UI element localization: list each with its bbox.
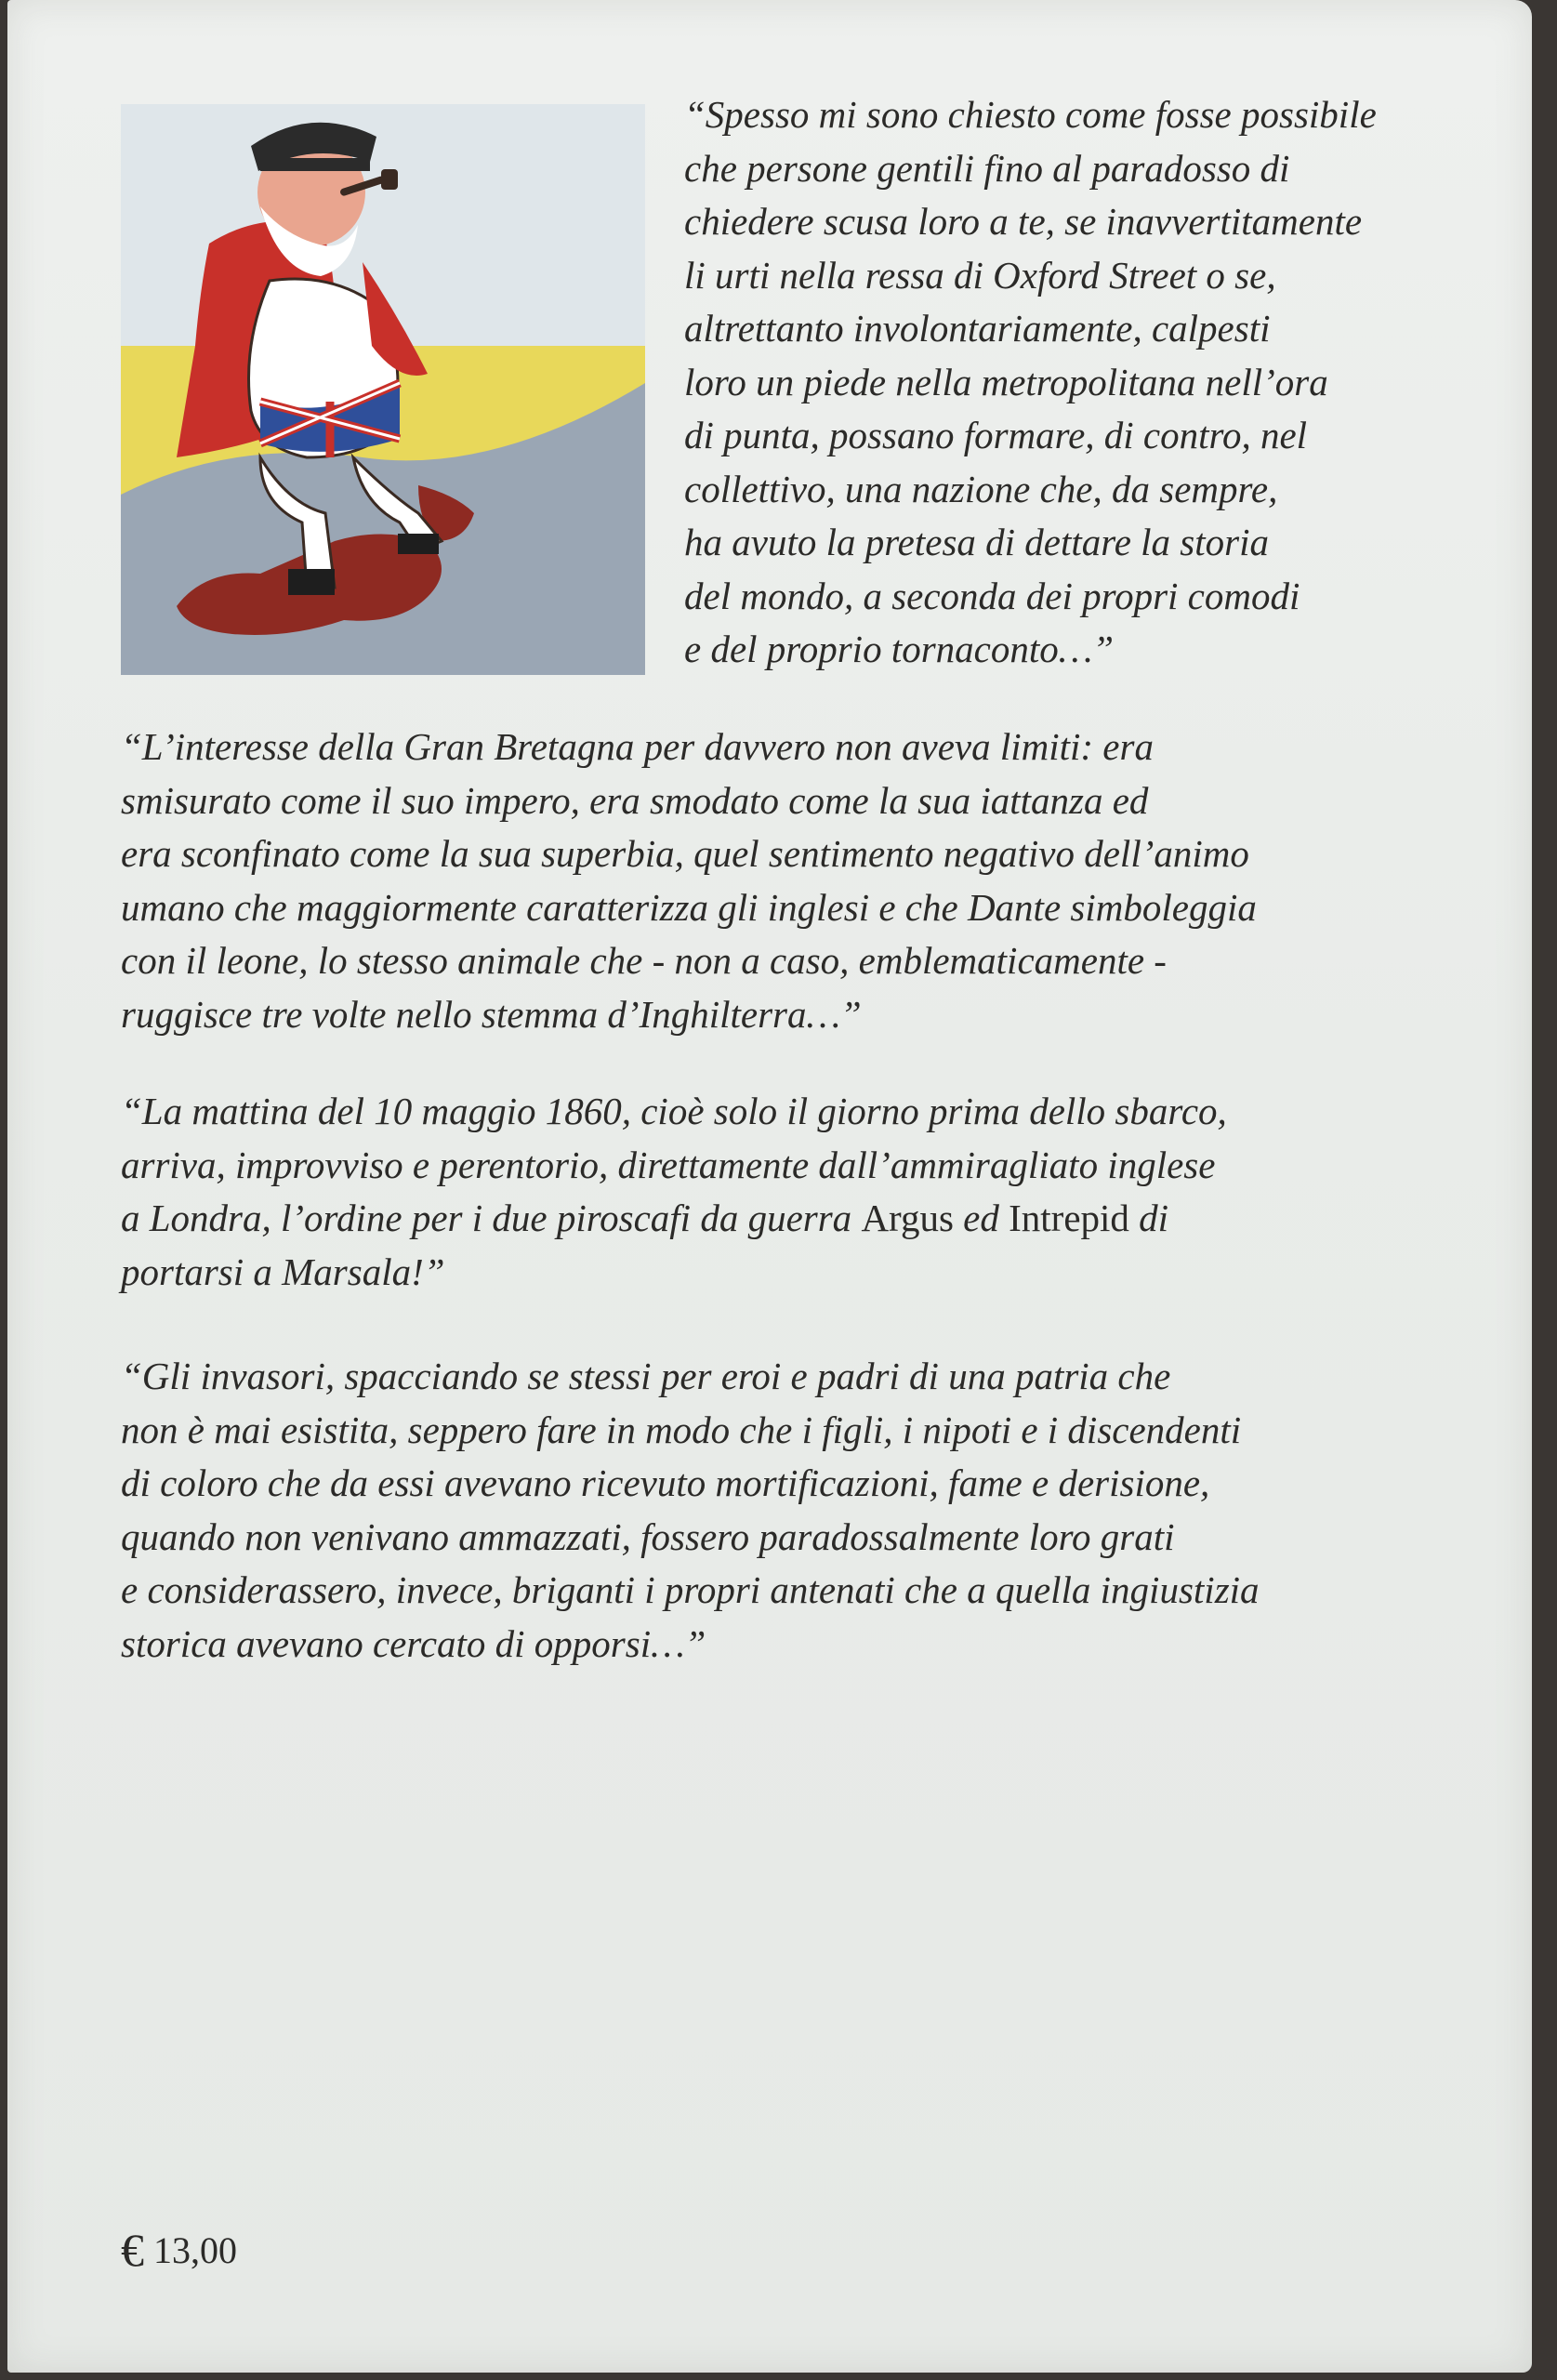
quote-marsala-part2: ed	[953, 1197, 1009, 1239]
quote-marsala-part3: di portarsi a Marsala!”	[121, 1197, 1169, 1293]
quote-marsala	[121, 1085, 1487, 1299]
price-amount: 13,00	[153, 2228, 237, 2271]
euro-icon: €	[121, 2224, 144, 2276]
quote-marsala-part1: “La mattina del 10 maggio 1860, cioè solo il giorno prima dello sbarco, arriva, improvviso e perentorio, direttamente dall’ammiragliato inglese a Londra, l’ordine per i due piroscafi da guerra	[121, 1090, 1227, 1239]
quote-invasori: “Gli invasori, spacciando se stessi per eroi e padri di una patria che non è mai esistita, seppero fare in modo che i figli, i nipoti e i discendenti di coloro che da essi avevano ricevuto mortificazioni, fame e derisione, quando non venivano ammazzati, fossero paradossalmente loro grati e considerassero, invece, briganti i propri antenati che a quella ingiustizia storica avevano cercato di opporsi…”	[121, 1355, 1260, 1665]
ship-name-intrepid: Intrepid	[1009, 1197, 1129, 1239]
book-back-cover	[7, 0, 1532, 2373]
quote-gran-bretagna: “L’interesse della Gran Bretagna per davvero non aveva limiti: era smisurato come il suo impero, era smodato come la sua iattanza ed era sconfinato come la sua superbia, quel sentimento negativo dell’animo umano che maggiormente caratterizza gli inglesi e che Dante simboleggia con il leone, lo stesso animale che - non a caso, emblematicamente - ruggisce tre volte nello stemma d’Inghilterra…”	[121, 725, 1257, 1036]
quote-oxford-street: “Spesso mi sono chiesto come fosse possibile che persone gentili fino al paradosso di chiedere scusa loro a te, se inavvertitamente li urti nella ressa di Oxford Street o se, altrettanto involontariamente, calpesti loro un piede nella metropolitana nell’ora di punta, possano formare, di contro, nel collettivo, una nazione che, da sempre, ha avuto la pretesa di dettare la storia del mondo, a seconda dei propri comodi e del proprio tornaconto…”	[684, 93, 1377, 670]
ship-name-argus: Argus	[861, 1197, 954, 1239]
price-tag	[121, 2224, 237, 2276]
john-bull-illustration	[121, 104, 645, 675]
